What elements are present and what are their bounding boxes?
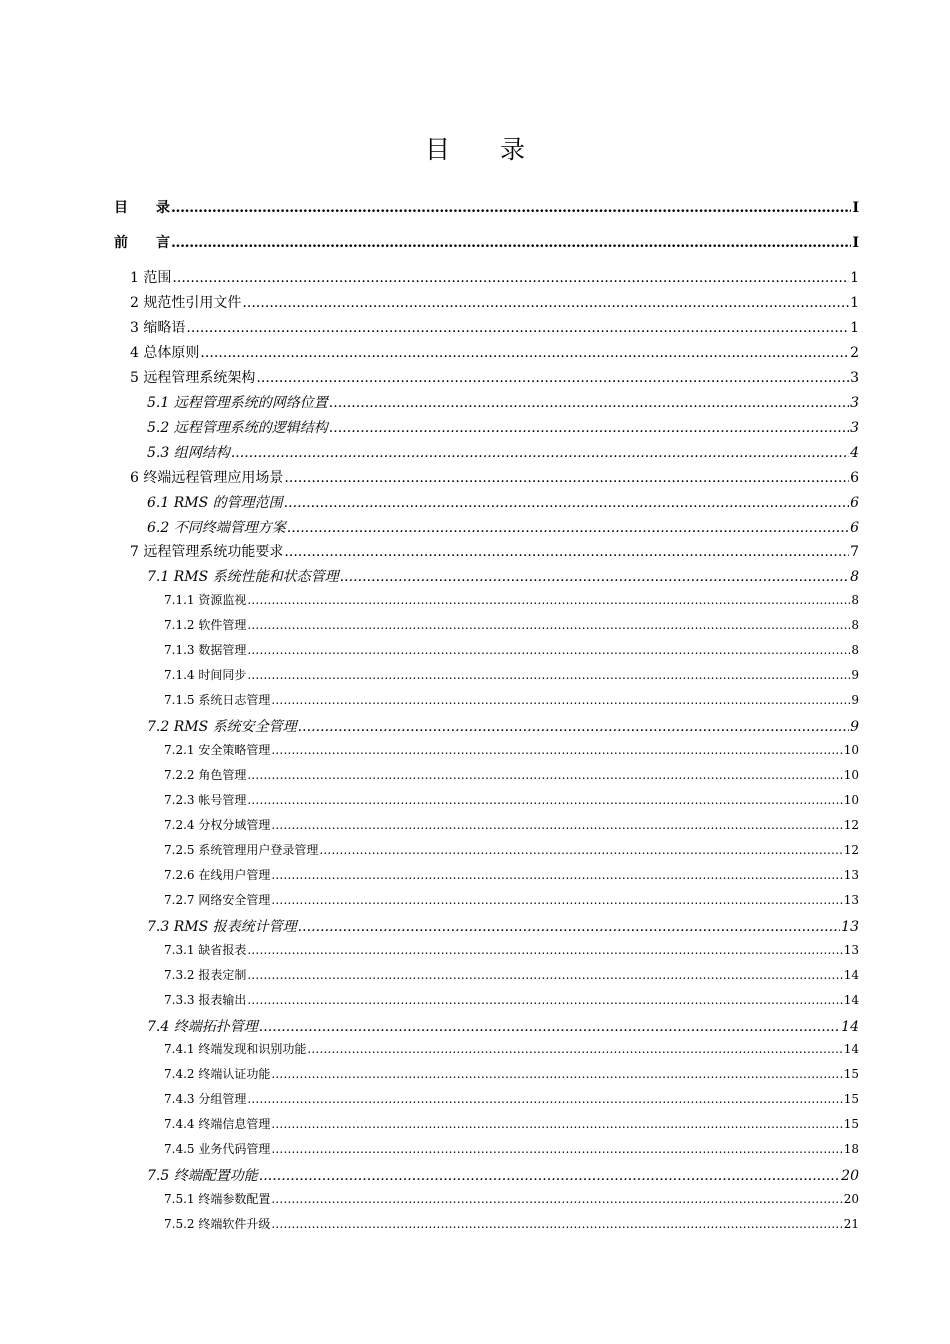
toc-dot-leader (271, 1217, 842, 1231)
toc-entry-title: 7.4 终端拓扑管理 (147, 1018, 258, 1035)
toc-entry-page: 8 (851, 643, 859, 658)
toc-entry[interactable] (130, 541, 859, 561)
toc-dot-leader (256, 370, 849, 386)
toc-dot-leader (329, 395, 849, 411)
toc-entry-page: 15 (843, 1117, 859, 1132)
toc-entry[interactable] (164, 1065, 859, 1082)
toc-entry-page: 2 (850, 344, 859, 361)
toc-dot-leader (271, 1142, 842, 1156)
toc-entry[interactable] (164, 816, 859, 833)
toc-dot-leader (284, 470, 849, 486)
toc-entry-title: 7.2.1 安全策略管理 (164, 743, 271, 758)
toc-entry[interactable] (147, 916, 859, 936)
toc-entry[interactable] (130, 367, 859, 387)
toc-entry[interactable] (164, 766, 859, 783)
toc-entry-page: 21 (843, 1217, 859, 1232)
toc-entry-page: 13 (841, 918, 859, 935)
toc-entry[interactable] (130, 317, 859, 337)
toc-dot-leader (247, 593, 850, 607)
toc-entry-page: 10 (843, 768, 859, 782)
toc-dot-leader (284, 495, 849, 511)
toc-entry-title: 7.4.1 终端发现和识别功能 (164, 1042, 307, 1057)
toc-entry-title: 7.4.3 分组管理 (164, 1092, 247, 1107)
toc-entry-title: 6 终端远程管理应用场景 (130, 469, 284, 486)
toc-entry-title: 5.1 远程管理系统的网络位置 (147, 394, 328, 411)
toc-entry[interactable] (147, 1016, 859, 1036)
toc-entry-page: 12 (843, 842, 859, 857)
toc-entry-title: 7.4.2 终端认证功能 (164, 1067, 271, 1082)
toc-dot-leader (329, 420, 849, 436)
toc-dot-leader (271, 743, 842, 757)
toc-entry-title: 6.2 不同终端管理方案 (147, 519, 286, 536)
toc-entry-title: 7.2.5 系统管理用户登录管理 (164, 842, 319, 857)
toc-entry-page: I (852, 200, 859, 216)
toc-entry-page: 3 (850, 419, 859, 436)
toc-entry-page: 13 (843, 867, 859, 882)
toc-entry-title: 3 缩略语 (130, 319, 186, 336)
toc-entry-page: 14 (843, 1042, 859, 1057)
toc-entry-page: 15 (843, 1092, 859, 1107)
toc-entry[interactable] (164, 666, 859, 683)
toc-entry-page: 6 (850, 519, 859, 536)
toc-entry-title: 7 远程管理系统功能要求 (130, 544, 284, 561)
toc-entry[interactable] (147, 492, 859, 512)
page-title: 目 录 (424, 135, 525, 164)
toc-dot-leader (200, 345, 849, 361)
toc-entry[interactable] (164, 1140, 859, 1157)
toc-entry-title: 4 总体原则 (130, 344, 200, 361)
toc-entry-title: 7.2 RMS 系统安全管理 (147, 719, 297, 736)
toc-entry[interactable] (164, 941, 859, 958)
toc-entry-title: 7.4.4 终端信息管理 (164, 1117, 271, 1132)
toc-entry-page: 9 (850, 719, 859, 736)
toc-entry-title: 7.2.4 分权分域管理 (164, 817, 271, 832)
toc-entry-page: 3 (850, 394, 859, 411)
toc-dot-leader (247, 618, 850, 632)
toc-dot-leader (298, 719, 849, 735)
toc-entry-title: 7.5 终端配置功能 (147, 1168, 258, 1185)
toc-dot-leader (271, 1117, 842, 1131)
toc-dot-leader (307, 1042, 842, 1056)
toc-entry-page: 13 (843, 892, 859, 907)
toc-dot-leader (340, 569, 849, 585)
toc-dot-leader (247, 668, 850, 682)
toc-entry-title: 7.1.4 时间同步 (164, 668, 247, 683)
toc-entry[interactable] (164, 741, 859, 758)
toc-dot-leader (284, 544, 849, 560)
toc-entry[interactable] (147, 417, 859, 437)
toc-dot-leader (231, 445, 849, 461)
toc-entry-page: 8 (851, 593, 859, 608)
toc-entry-title: 7.1 RMS 系统性能和状态管理 (147, 569, 339, 586)
toc-dot-leader (271, 1067, 842, 1081)
toc-entry-page: I (852, 235, 859, 251)
toc-entry-page: 9 (851, 668, 859, 683)
toc-entry-title: 7.3 RMS 报表统计管理 (147, 918, 297, 935)
toc-entry-title: 7.5.1 终端参数配置 (164, 1192, 271, 1207)
toc-dot-leader (247, 768, 842, 782)
toc-entry-title: 7.2.2 角色管理 (164, 768, 247, 782)
toc-dot-leader (247, 968, 842, 982)
toc-entry-title: 7.4.5 业务代码管理 (164, 1142, 271, 1157)
toc-entry[interactable] (164, 591, 859, 608)
toc-dot-leader (247, 643, 850, 657)
toc-entry-page: 4 (850, 444, 859, 461)
toc-entry[interactable] (164, 991, 859, 1008)
toc-entry-page: 9 (851, 693, 859, 708)
toc-dot-leader (171, 235, 851, 251)
toc-entry[interactable] (164, 966, 859, 983)
toc-dot-leader (271, 693, 850, 707)
toc-entry-page: 13 (843, 942, 859, 957)
toc-entry[interactable] (164, 1115, 859, 1132)
toc-entry-title: 7.2.7 网络安全管理 (164, 892, 271, 907)
toc-entry[interactable] (130, 292, 859, 312)
toc-entry[interactable] (147, 716, 859, 736)
toc-entry-title: 5.2 远程管理系统的逻辑结构 (147, 419, 328, 436)
toc-entry[interactable] (114, 232, 859, 252)
toc-entry[interactable] (130, 267, 859, 287)
toc-entry-page: 15 (843, 1067, 859, 1082)
toc-entry-title: 目 录 (114, 200, 170, 216)
toc-dot-leader (319, 843, 842, 857)
toc-dot-leader (259, 1168, 840, 1184)
toc-entry[interactable] (147, 392, 859, 412)
toc-entry[interactable] (130, 342, 859, 362)
toc-dot-leader (271, 818, 842, 832)
toc-entry-page: 20 (841, 1168, 859, 1185)
toc-entry-page: 6 (850, 494, 859, 511)
toc-entry-page: 14 (843, 992, 859, 1007)
toc-entry-title: 前 言 (114, 235, 170, 251)
toc-entry[interactable] (164, 1190, 859, 1207)
toc-entry-page: 3 (850, 369, 859, 386)
toc-entry[interactable] (164, 691, 859, 708)
toc-entry-page: 10 (843, 743, 859, 758)
toc-entry-title: 7.1.5 系统日志管理 (164, 693, 271, 708)
toc-entry-title: 1 范围 (130, 270, 172, 286)
toc-entry-page: 7 (850, 544, 859, 561)
toc-entry-title: 7.1.3 数据管理 (164, 643, 247, 658)
toc-entry[interactable] (147, 442, 859, 462)
toc-dot-leader (271, 893, 842, 907)
toc-entry-title: 6.1 RMS 的管理范围 (147, 494, 283, 511)
toc-entry-page: 14 (841, 1018, 859, 1035)
toc-entry[interactable] (164, 641, 859, 658)
toc-dot-leader (259, 1019, 840, 1035)
toc-dot-leader (247, 793, 842, 807)
toc-entry-title: 7.2.6 在线用户管理 (164, 867, 271, 882)
toc-entry[interactable] (164, 1215, 859, 1232)
toc-entry-title: 5.3 组网结构 (147, 444, 230, 461)
toc-entry-title: 7.1.1 资源监视 (164, 593, 247, 608)
toc-dot-leader (186, 320, 849, 336)
toc-entry[interactable] (164, 866, 859, 883)
toc-dot-leader (171, 200, 851, 216)
toc-entry[interactable] (164, 616, 859, 633)
toc-entry-page: 8 (851, 618, 859, 633)
toc-entry[interactable] (164, 791, 859, 808)
toc-entry[interactable] (114, 197, 859, 217)
toc-dot-leader (287, 520, 849, 536)
toc-entry-title: 7.1.2 软件管理 (164, 618, 247, 633)
toc-entry-page: 12 (843, 817, 859, 832)
toc-dot-leader (247, 1092, 842, 1106)
toc-dot-leader (271, 868, 842, 882)
toc-dot-leader (242, 295, 849, 311)
toc-entry[interactable] (164, 891, 859, 908)
toc-entry-page: 1 (850, 294, 859, 311)
toc-entry-page: 14 (843, 967, 859, 982)
toc-entry-page: 1 (850, 319, 859, 336)
toc-entry-page: 1 (850, 270, 859, 286)
toc-entry-title: 7.5.2 终端软件升级 (164, 1217, 271, 1232)
toc-dot-leader (172, 270, 849, 286)
toc-entry-title: 7.3.2 报表定制 (164, 967, 247, 982)
toc-entry-page: 18 (843, 1142, 859, 1157)
toc-entry[interactable] (130, 467, 859, 487)
toc-entry[interactable] (164, 841, 859, 858)
toc-dot-leader (247, 993, 842, 1007)
toc-entry-page: 10 (843, 792, 859, 807)
toc-entry-page: 8 (850, 569, 859, 586)
toc-entry-page: 6 (850, 469, 859, 486)
toc-entry-title: 7.3.3 报表输出 (164, 992, 247, 1007)
toc-dot-leader (271, 1192, 842, 1206)
toc-entry-title: 7.3.1 缺省报表 (164, 942, 247, 957)
toc-entry-title: 2 规范性引用文件 (130, 294, 242, 311)
toc-entry-title: 5 远程管理系统架构 (130, 369, 256, 386)
toc-entry[interactable] (147, 517, 859, 537)
toc-entry-title: 7.2.3 帐号管理 (164, 792, 247, 807)
toc-entry-page: 20 (843, 1192, 859, 1207)
toc-entry[interactable] (147, 1165, 859, 1185)
toc-entry[interactable] (147, 566, 859, 586)
toc-entry[interactable] (164, 1090, 859, 1107)
toc-entry[interactable] (164, 1040, 859, 1057)
toc-dot-leader (298, 919, 841, 935)
toc-dot-leader (247, 943, 842, 957)
